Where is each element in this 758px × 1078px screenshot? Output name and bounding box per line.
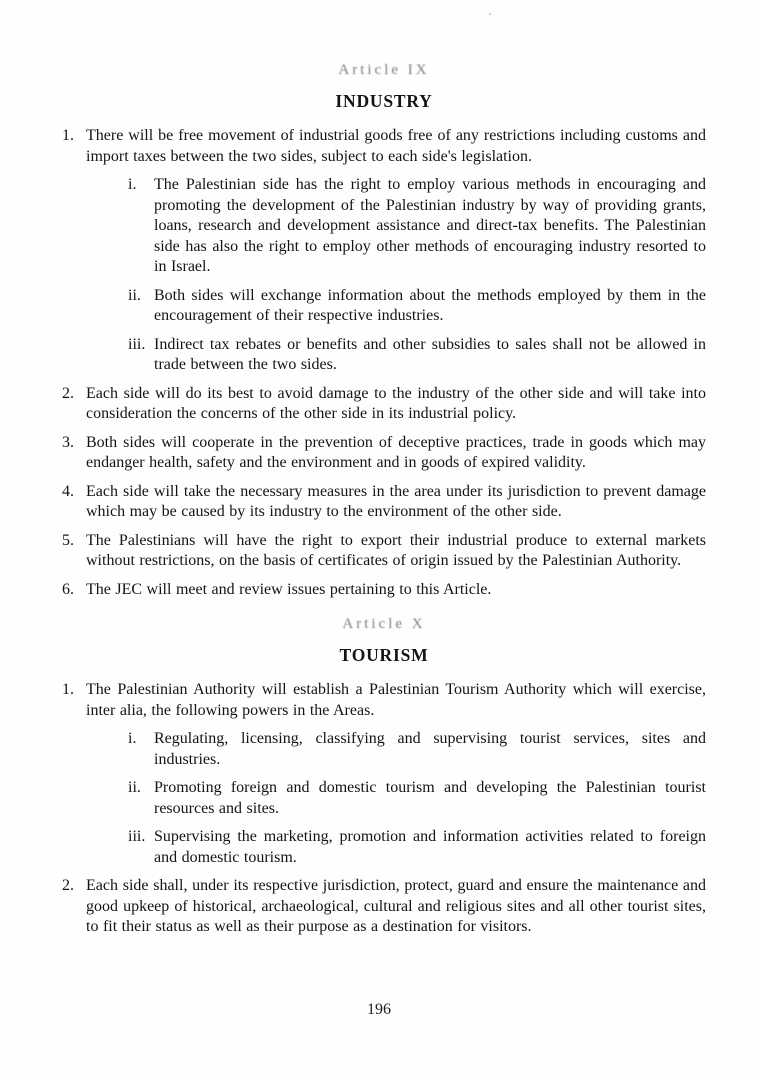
subitem-text: The Palestinian side has the right to employ various methods in encouraging and promoting the development of the Palestinian industry by way of providing grants, loans, research and development assistance and direct-tax benefits. The Palestinian side has also the right to employ other methods of encouraging industry resorted to in Israel. (154, 176, 706, 275)
list-item-2 (62, 384, 706, 425)
article-x-section (62, 614, 706, 938)
article-x-label: Article X (342, 616, 426, 632)
list-subitem-1-iii (128, 335, 706, 376)
article-x-title: TOURISM (339, 644, 429, 665)
article-ix-title: INDUSTRY (335, 90, 433, 111)
list-item-5 (62, 531, 706, 572)
page-number: 196 (367, 1001, 391, 1018)
subitem-text: Regulating, licensing, classifying and supervising tourist services, sites and industries. (154, 730, 706, 768)
item-text: The JEC will meet and review issues pertaining to this Article. (86, 580, 492, 598)
subitem-number: i. (128, 176, 137, 193)
list-item-4 (62, 482, 706, 523)
item-number: 2. (62, 877, 74, 894)
subitem-text: Supervising the marketing, promotion and information activities related to foreign and domestic tourism. (154, 828, 706, 866)
item-text: The Palestinian Authority will establish a Palestinian Tourism Authority which will exercise, inter alia, the following powers in the Areas. (86, 681, 706, 719)
list-item-6 (62, 580, 706, 601)
item-number: 4. (62, 482, 74, 500)
list-item-1 (62, 680, 706, 721)
item-number: 1. (62, 681, 74, 698)
item-text: Each side will take the necessary measures in the area under its jurisdiction to prevent damage which may be caused by its industry to the environment of the other side. (86, 482, 706, 520)
item-text: Both sides will cooperate in the prevention of deceptive practices, trade in goods which may endanger health, safety and the environment and in goods of expired validity. (86, 433, 706, 471)
item-number: 2. (62, 384, 74, 402)
subitem-number: ii. (128, 779, 141, 796)
item-text: The Palestinians will have the right to export their industrial produce to external markets without restrictions, on the basis of certificates of origin issued by the Palestinian Authority. (86, 531, 706, 569)
article-ix-section (62, 60, 706, 600)
item-number: 5. (62, 531, 74, 549)
subitem-number: iii. (128, 335, 146, 353)
list-subitem-1-iii (128, 827, 706, 868)
list-subitem-1-ii (128, 286, 706, 327)
list-item-2 (62, 876, 706, 938)
scan-artifact-speck (489, 13, 491, 15)
item-text: There will be free movement of industrial goods free of any restrictions including customs and import taxes between the two sides, subject to each side's legislation. (86, 127, 706, 165)
subitem-text: Promoting foreign and domestic tourism and developing the Palestinian tourist resources and sites. (154, 779, 706, 817)
subitem-number: iii. (128, 828, 146, 845)
list-subitem-1-i (128, 729, 706, 770)
item-number: 6. (62, 580, 74, 598)
subitem-number: ii. (128, 286, 141, 304)
item-number: 3. (62, 433, 74, 451)
list-subitem-1-ii (128, 778, 706, 819)
list-item-3 (62, 433, 706, 474)
subitem-number: i. (128, 730, 137, 747)
list-subitem-1-i (128, 175, 706, 278)
article-ix-label: Article IX (338, 62, 430, 78)
item-text: Each side will do its best to avoid damage to the industry of the other side and will take into consideration the concerns of the other side in its industrial policy. (86, 384, 706, 422)
item-number: 1. (62, 127, 74, 144)
list-item-1 (62, 126, 706, 167)
item-text: Each side shall, under its respective jurisdiction, protect, guard and ensure the maintenance and good upkeep of historical, archaeological, cultural and religious sites and all other tourist sites, to fit their status as well as their purpose as a destination for visitors. (86, 877, 706, 935)
subitem-text: Both sides will exchange information about the methods employed by them in the encouragement of their respective industries. (154, 286, 706, 324)
subitem-text: Indirect tax rebates or benefits and other subsidies to sales shall not be allowed in trade between the two sides. (154, 335, 706, 373)
